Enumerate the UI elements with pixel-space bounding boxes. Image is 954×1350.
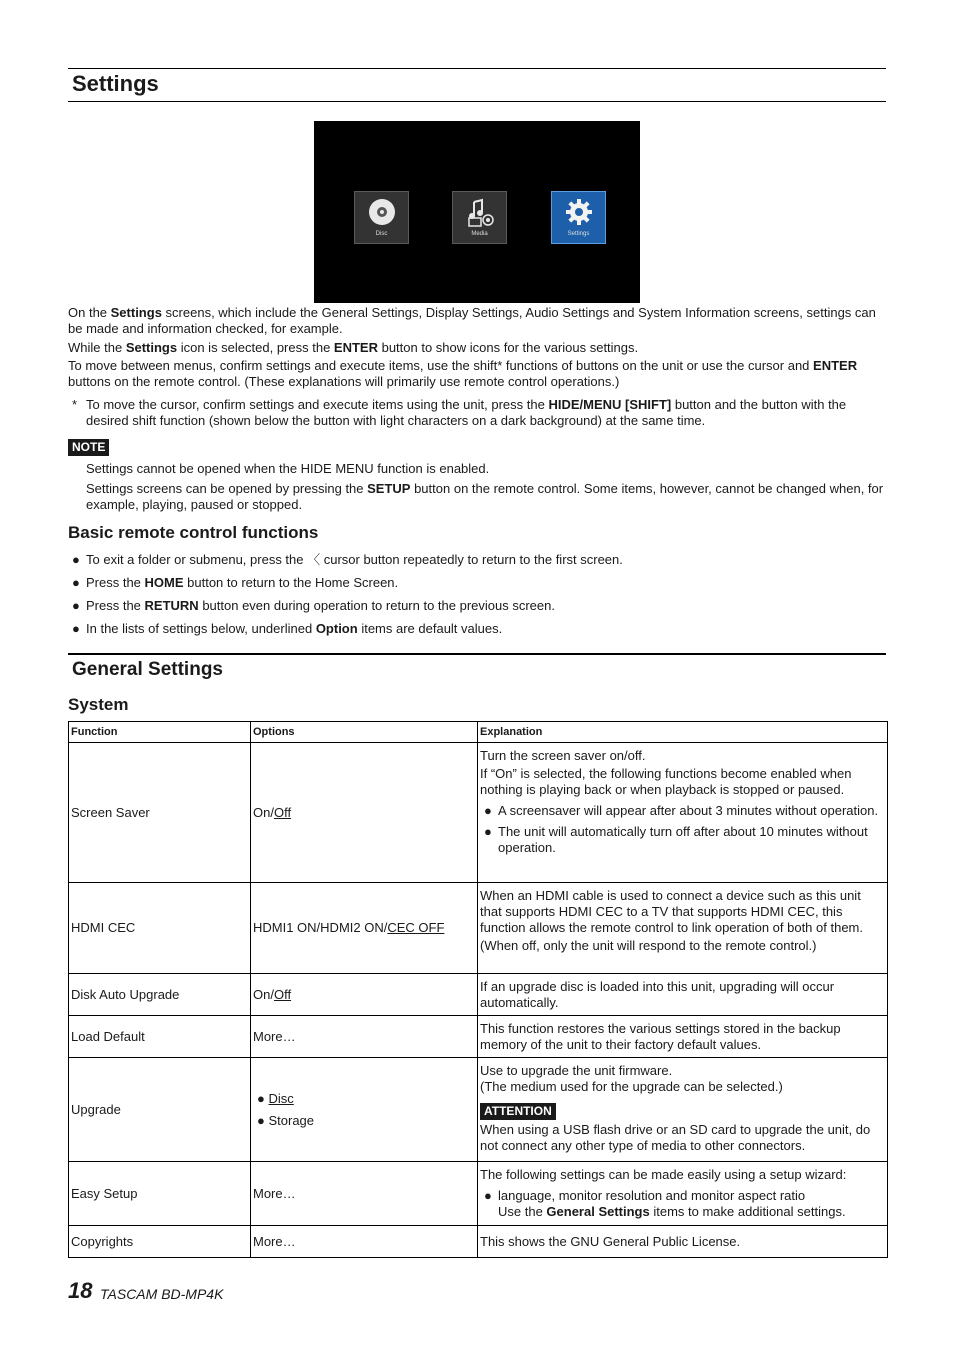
product-model: TASCAM BD-MP4K — [100, 1286, 224, 1302]
table-row — [69, 1162, 888, 1226]
explanation-cell: Use to upgrade the unit firmware. (The medium used for the upgrade can be selected.) ATTENTION When using a USB flash drive or an SD card to upgrade the unit, do not connect any other type of media to other connectors. — [478, 1058, 888, 1162]
bullet-dot: ● — [72, 598, 80, 613]
header-function: Function — [69, 722, 251, 743]
basic-bullet-4: ● In the lists of settings below, underlined Option items are default values. — [72, 621, 503, 636]
general-settings-rule — [68, 653, 886, 655]
general-settings-heading: General Settings — [72, 659, 223, 680]
system-heading: System — [68, 695, 129, 714]
settings-tile-label: Settings — [567, 231, 590, 237]
options-cell: On/Off — [251, 743, 478, 883]
explanation-cell: When an HDMI cable is used to connect a device such as this unit that supports HDMI CEC to a TV that supports HDMI CEC, this function allows the remote control to link operation of both of them. (When off, only the unit will respond to the remote control.) — [478, 883, 888, 974]
function-cell: Load Default — [69, 1016, 251, 1058]
note-line-1: Settings cannot be opened when the HIDE MENU function is enabled. — [86, 461, 490, 476]
title-bottom-rule — [68, 101, 886, 102]
settings-tile — [551, 191, 606, 244]
note-badge: NOTE — [68, 439, 109, 456]
function-cell: Copyrights — [69, 1226, 251, 1258]
disc-icon — [368, 198, 396, 226]
function-cell: Screen Saver — [69, 743, 251, 883]
options-cell: HDMI1 ON/HDMI2 ON/CEC OFF — [251, 883, 478, 974]
bullet-dot: ● — [484, 1188, 492, 1203]
bullet-dot: ● — [484, 803, 492, 818]
page-title: Settings — [72, 71, 159, 96]
explanation-cell: The following settings can be made easily using a setup wizard: ● language, monitor resolution and monitor aspect ratio Use the General Settings items to make additional settings. — [478, 1162, 888, 1226]
bullet-dot: ● — [484, 824, 492, 839]
function-cell: Easy Setup — [69, 1162, 251, 1226]
header-explanation: Explanation — [478, 722, 888, 743]
basic-bullet-3: ● Press the RETURN button even during operation to return to the previous screen. — [72, 598, 555, 613]
bullet-dot: ● — [72, 621, 80, 636]
gear-icon — [565, 198, 593, 226]
function-cell: Upgrade — [69, 1058, 251, 1162]
table-row — [69, 743, 888, 883]
disc-tile-label: Disc — [375, 231, 388, 237]
table-row — [69, 1058, 888, 1162]
title-top-rule — [68, 68, 886, 69]
header-options: Options — [251, 722, 478, 743]
media-tile — [452, 191, 507, 244]
table-row — [69, 974, 888, 1016]
bullet-dot: ● — [257, 1090, 265, 1106]
explanation-cell: This shows the GNU General Public License. — [478, 1226, 888, 1258]
function-cell: HDMI CEC — [69, 883, 251, 974]
table-row — [69, 1016, 888, 1058]
intro-paragraph-2: While the Settings icon is selected, press the ENTER button to show icons for the various settings. — [68, 340, 639, 355]
explanation-cell: Turn the screen saver on/off. If “On” is selected, the following functions become enabled when nothing is playing back or when playback is stopped or paused. ● A screensaver will appear after about 3 minutes without operation. ● The unit will automatically turn off after about 10 minutes without operation. — [478, 743, 888, 883]
system-settings-table — [68, 721, 888, 1258]
options-cell: ● Disc ● Storage — [251, 1058, 478, 1162]
settings-screenshot — [314, 121, 640, 303]
table-header-row — [69, 722, 888, 743]
basic-bullet-1: ● To exit a folder or submenu, press the 〈 cursor button repeatedly to return to the first screen. — [72, 552, 623, 567]
basic-remote-heading: Basic remote control functions — [68, 523, 319, 542]
function-cell: Disk Auto Upgrade — [69, 974, 251, 1016]
explanation-cell: This function restores the various settings stored in the backup memory of the unit to their factory default values. — [478, 1016, 888, 1058]
footnote: To move the cursor, confirm settings and execute items using the unit, press the HIDE/MENU [SHIFT] button and the button with the desired shift function (shown below the button with light characters on a dark background) at the same time. — [86, 397, 847, 428]
media-icon — [466, 198, 496, 228]
explanation-cell: If an upgrade disc is loaded into this unit, upgrading will occur automatically. — [478, 974, 888, 1016]
media-tile-label: Media — [471, 231, 488, 237]
basic-bullet-2: ● Press the HOME button to return to the Home Screen. — [72, 575, 399, 590]
table-row — [69, 883, 888, 974]
disc-tile — [354, 191, 409, 244]
bullet-dot: ● — [72, 552, 80, 567]
options-cell: More… — [251, 1162, 478, 1226]
table-row — [69, 1226, 888, 1258]
attention-badge: ATTENTION — [480, 1103, 556, 1120]
bullet-dot: ● — [72, 575, 80, 590]
intro-paragraph-3: To move between menus, confirm settings and execute items, use the shift* functions of buttons on the unit or use the cursor and ENTER buttons on the remote control. (These explanations will primarily use remote control operations.) — [68, 358, 858, 389]
options-cell: More… — [251, 1016, 478, 1058]
bullet-dot: ● — [257, 1112, 265, 1128]
note-line-2: Settings screens can be opened by pressing the SETUP button on the remote control. Some items, however, cannot be changed when, for example, playing, paused or stopped. — [86, 481, 884, 512]
options-cell: On/Off — [251, 974, 478, 1016]
options-cell: More… — [251, 1226, 478, 1258]
page-number: 18 — [68, 1278, 93, 1303]
footnote-star: * — [72, 397, 78, 412]
intro-paragraph-1: On the Settings screens, which include the General Settings, Display Settings, Audio Settings and System Information screens, settings can be made and information checked, for example. — [68, 305, 876, 336]
